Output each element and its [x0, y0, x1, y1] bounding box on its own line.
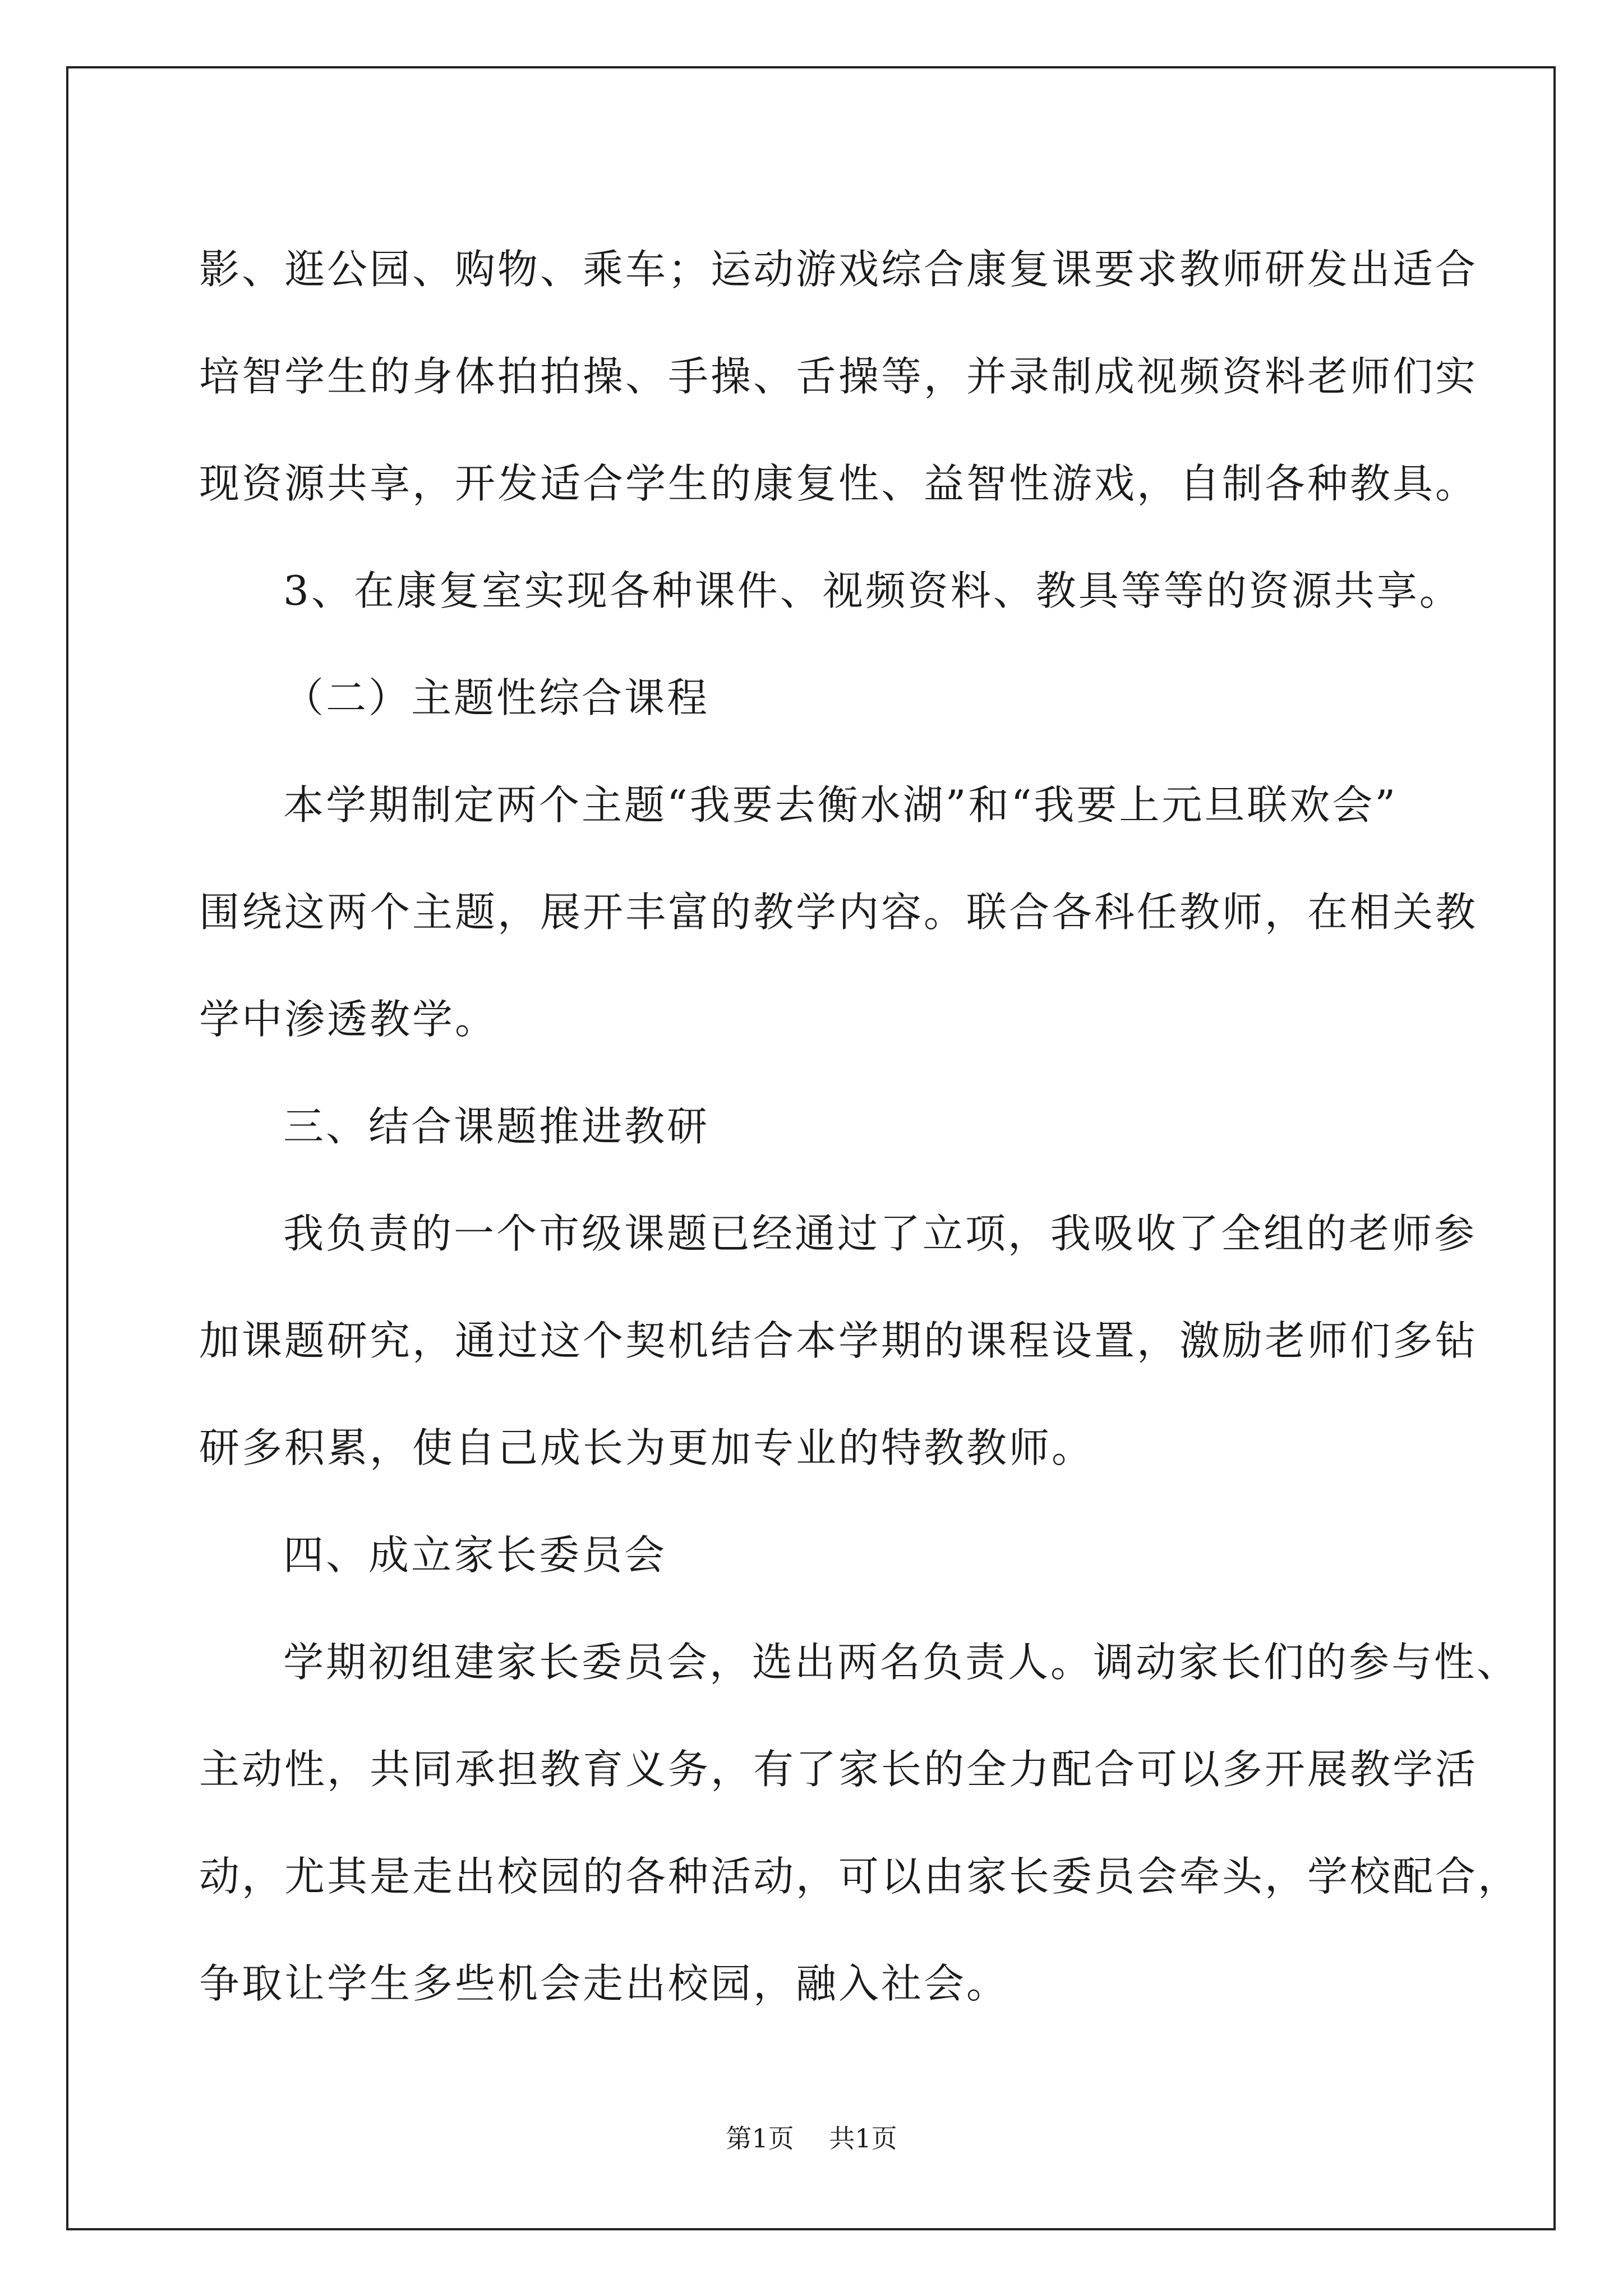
section-heading: （二）主题性综合课程 — [283, 674, 710, 721]
text-line: 动，尤其是走出校园的各种活动，可以由家长委员会牵头，学校配合， — [199, 1853, 1521, 1900]
text-line: 我负责的一个市级课题已经通过了立项，我吸收了全组的老师参 — [283, 1210, 1477, 1257]
text-line: 本学期制定两个主题“我要去衡水湖”和“我要上元旦联欢会” — [283, 781, 1398, 829]
text-line: 主动性，共同承担教育义务，有了家长的全力配合可以多开展教学活 — [199, 1746, 1478, 1793]
text-line: 学中渗透教学。 — [199, 996, 498, 1043]
text-line: 影、逛公园、购物、乘车；运动游戏综合康复课要求教师研发出适合 — [199, 246, 1478, 293]
text-line: 学期初组建家长委员会，选出两名负责人。调动家长们的参与性、 — [283, 1639, 1520, 1686]
document-body — [199, 216, 1521, 2037]
page-total: 共1页 — [829, 2123, 897, 2154]
text-line: 争取让学生多些机会走出校园，融入社会。 — [199, 1960, 1009, 2007]
page-footer — [0, 2122, 1623, 2155]
text-line: 培智学生的身体拍拍操、手操、舌操等，并录制成视频资料老师们实 — [199, 353, 1478, 400]
text-line: 围绕这两个主题，展开丰富的教学内容。联合各科任教师，在相关教 — [199, 889, 1478, 936]
page-number: 第1页 — [726, 2123, 794, 2154]
section-heading: 三、结合课题推进教研 — [283, 1103, 710, 1150]
section-heading: 四、成立家长委员会 — [283, 1531, 667, 1579]
text-line: 研多积累，使自己成长为更加专业的特教教师。 — [199, 1424, 1095, 1471]
text-line: 加课题研究，通过这个契机结合本学期的课程设置，激励老师们多钻 — [199, 1317, 1478, 1364]
text-line: 3、在康复室实现各种课件、视频资料、教具等等的资源共享。 — [283, 567, 1462, 614]
text-line: 现资源共享，开发适合学生的康复性、益智性游戏，自制各种教具。 — [199, 460, 1478, 507]
